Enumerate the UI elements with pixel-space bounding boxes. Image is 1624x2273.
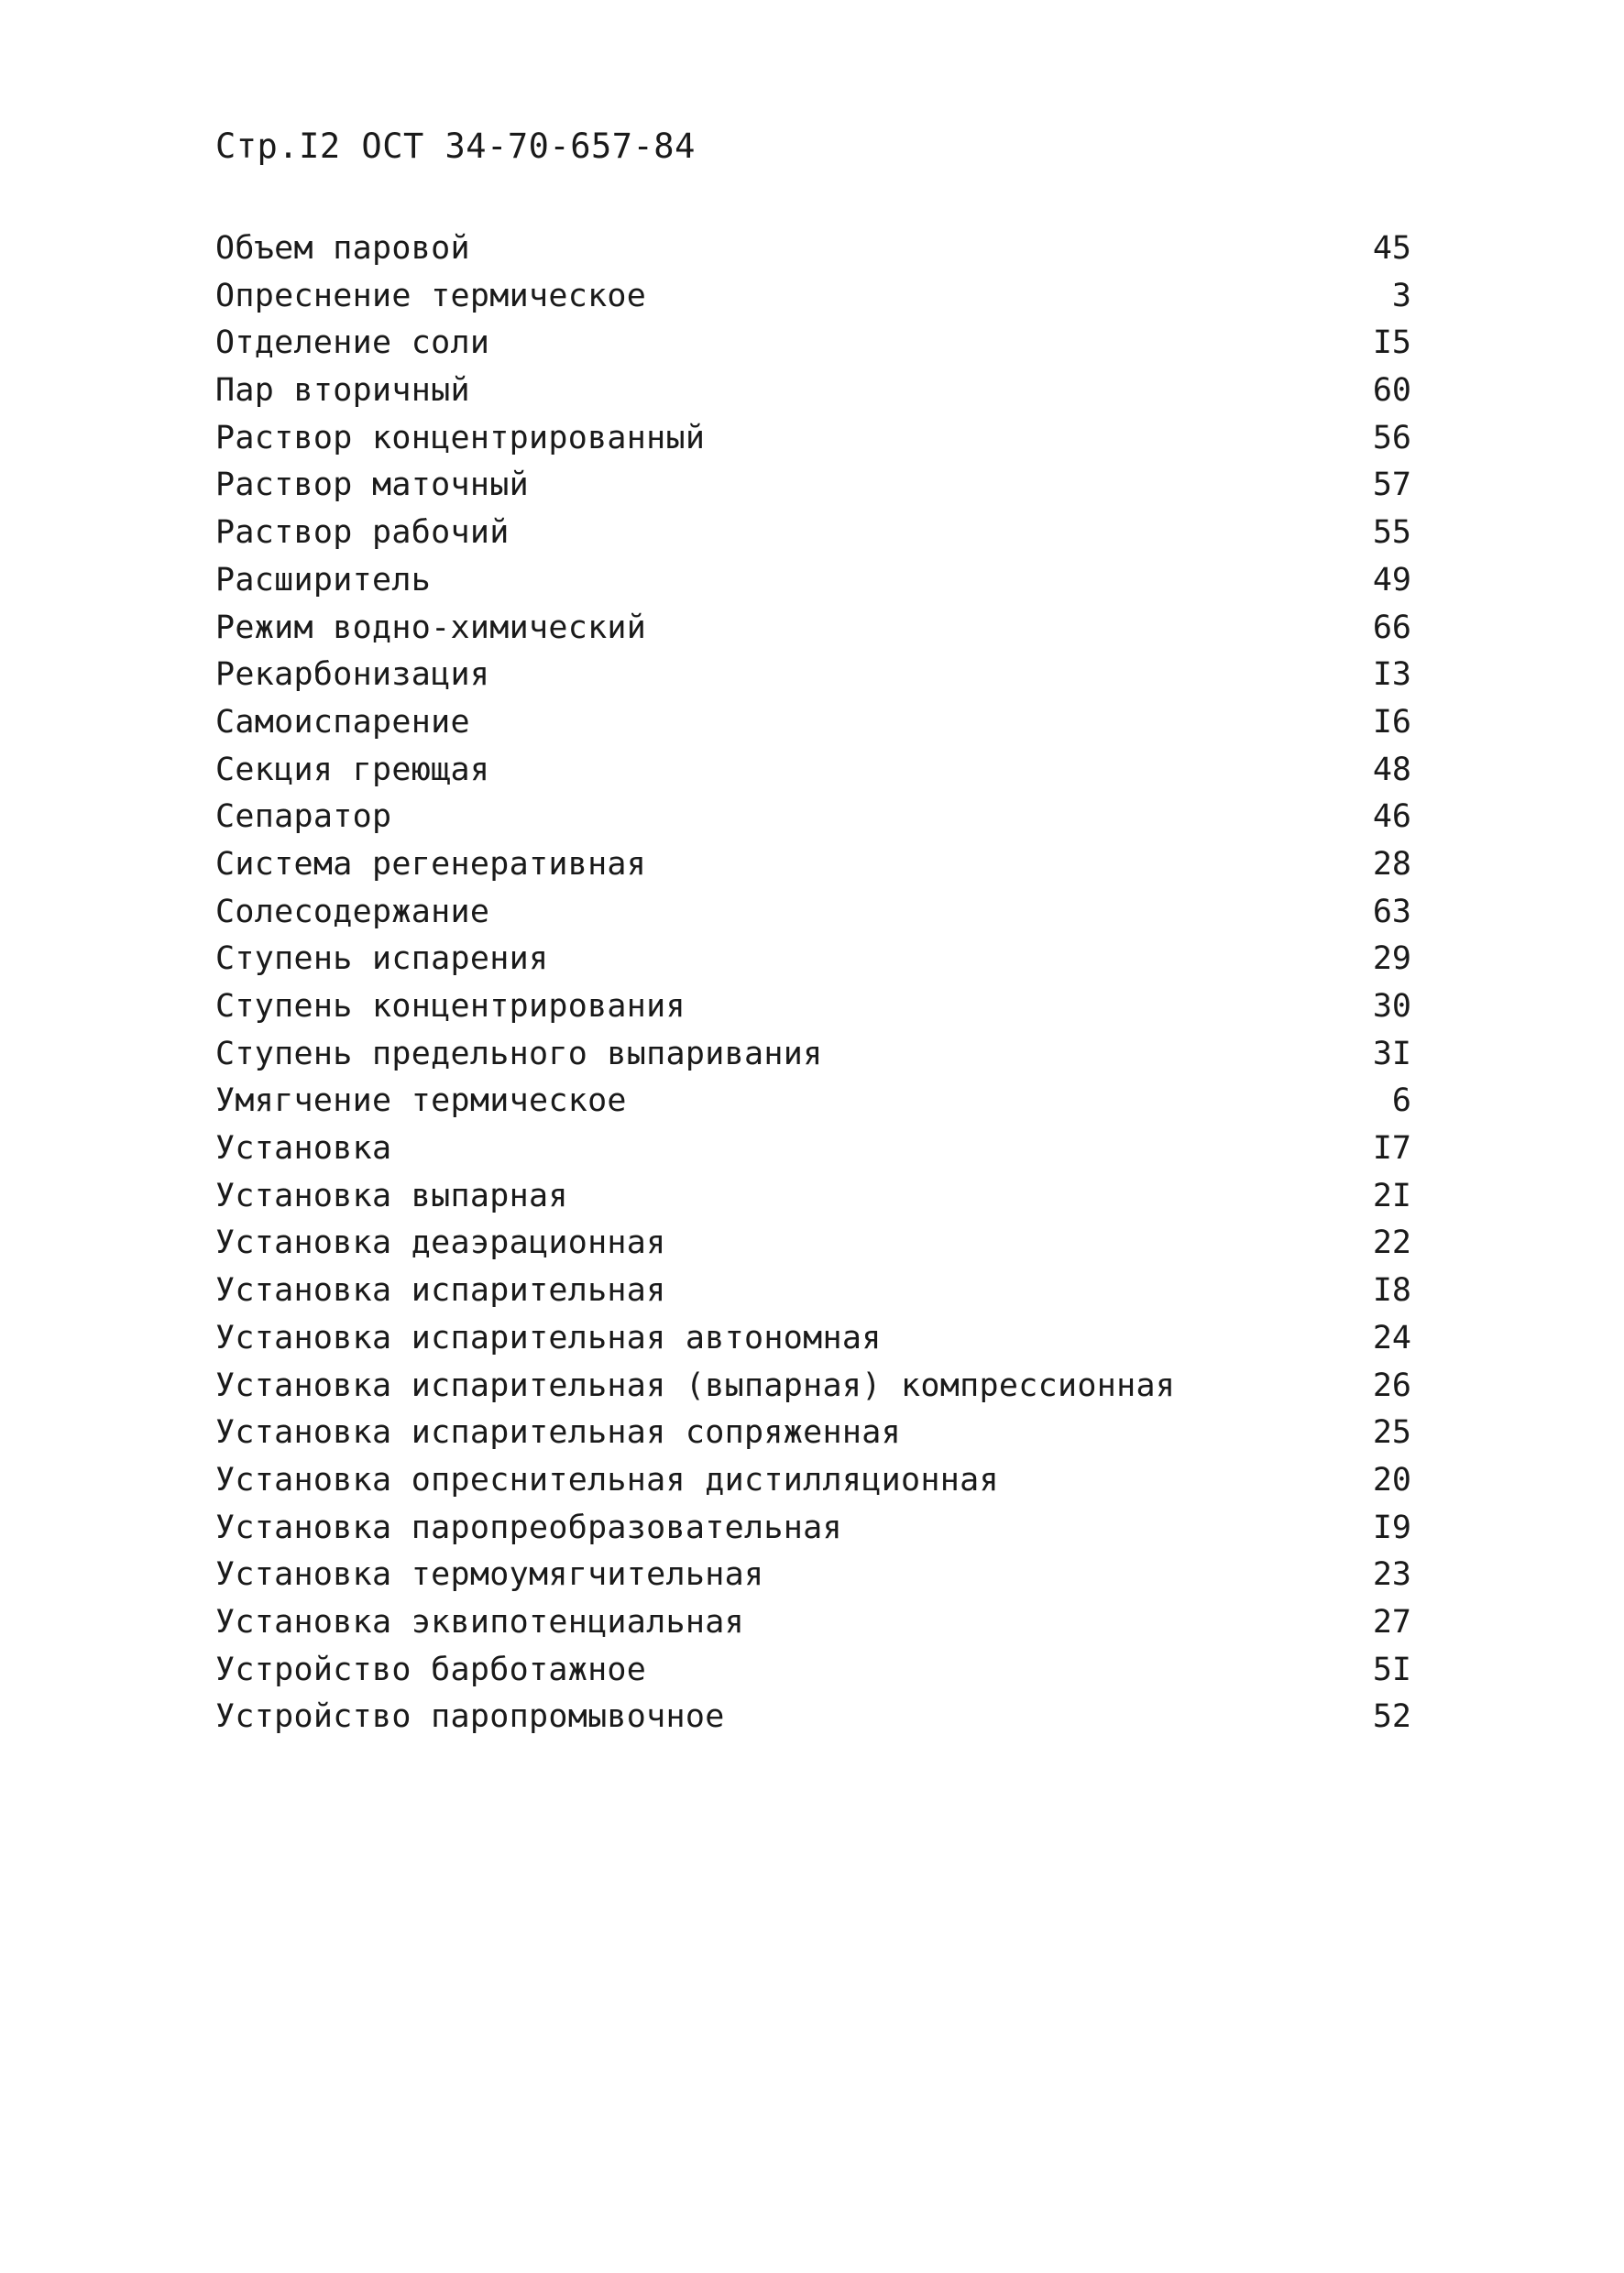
index-term: Установка опреснительная дистилляционная	[215, 1461, 999, 1499]
index-page-number: I5	[1372, 324, 1411, 362]
index-entry	[215, 368, 1411, 415]
index-entry	[215, 889, 1411, 937]
index-page-number: 3	[1391, 277, 1411, 314]
index-page-number: 25	[1372, 1414, 1411, 1452]
index-page-number: I6	[1372, 703, 1411, 741]
index-page-number: 29	[1372, 940, 1411, 978]
index-entry	[215, 1363, 1411, 1411]
index-page-number: 52	[1372, 1698, 1411, 1736]
index-term: Установка испарительная	[215, 1272, 666, 1310]
index-term: Установка деаэрационная	[215, 1224, 666, 1262]
index-term: Солесодержание	[215, 893, 490, 930]
index-page-number: 5I	[1372, 1651, 1411, 1688]
index-entry	[215, 983, 1411, 1031]
index-term: Раствор концентрированный	[215, 419, 706, 456]
index-term: Расширитель	[215, 561, 432, 598]
index-page-number: 28	[1372, 845, 1411, 883]
index-term: Рекарбонизация	[215, 656, 490, 694]
index-entry	[215, 699, 1411, 747]
index-term: Опреснение термическое	[215, 277, 647, 314]
index-term: Ступень предельного выпаривания	[215, 1035, 823, 1072]
index-term: Установка паропреобразовательная	[215, 1509, 842, 1546]
index-term: Система регенеративная	[215, 845, 647, 883]
index-page-number: 3I	[1372, 1035, 1411, 1072]
index-page-number: 6	[1391, 1082, 1411, 1120]
index-entry	[215, 225, 1411, 273]
index-page-number: 22	[1372, 1224, 1411, 1262]
index-entry	[215, 841, 1411, 889]
index-term: Устройство барботажное	[215, 1651, 647, 1688]
index-entry	[215, 1694, 1411, 1741]
index-page-number: I8	[1372, 1272, 1411, 1310]
index-term: Сепаратор	[215, 798, 392, 836]
index-page-number: 57	[1372, 467, 1411, 504]
index-page-number: 30	[1372, 988, 1411, 1025]
index-entry	[215, 320, 1411, 368]
index-entry	[215, 510, 1411, 557]
index-entry	[215, 652, 1411, 699]
index-entry	[215, 1078, 1411, 1126]
index-page-number: 60	[1372, 372, 1411, 410]
index-entry	[215, 1457, 1411, 1505]
index-term: Ступень концентрирования	[215, 988, 686, 1025]
index-term: Установка термоумягчительная	[215, 1556, 764, 1594]
index-page-number: I3	[1372, 656, 1411, 694]
index-entry	[215, 1220, 1411, 1268]
index-term: Установка выпарная	[215, 1177, 568, 1214]
index-entry	[215, 936, 1411, 983]
index-entry	[215, 415, 1411, 463]
index-page-number: 27	[1372, 1603, 1411, 1641]
index-term: Установка	[215, 1130, 392, 1168]
index-term: Ступень испарения	[215, 940, 549, 978]
index-term: Отделение соли	[215, 324, 490, 362]
index-term: Установка эквипотенциальная	[215, 1603, 745, 1641]
index-term: Установка испарительная автономная	[215, 1319, 882, 1356]
index-entry	[215, 1315, 1411, 1363]
index-entry	[215, 273, 1411, 321]
index-term: Секция греющая	[215, 751, 490, 788]
index-term: Раствор маточный	[215, 467, 529, 504]
index-entry	[215, 1268, 1411, 1315]
index-term: Объем паровой	[215, 230, 470, 267]
index-entry	[215, 1599, 1411, 1647]
index-page-number: 48	[1372, 751, 1411, 788]
index-entry	[215, 747, 1411, 795]
index-entry	[215, 1552, 1411, 1599]
index-entry	[215, 462, 1411, 510]
page-header: Стр.I2 ОСТ 34-70-657-84	[215, 126, 696, 166]
index-term: Режим водно-химический	[215, 609, 647, 646]
index-entry	[215, 1173, 1411, 1221]
index-page-number: I7	[1372, 1130, 1411, 1168]
index-term: Пар вторичный	[215, 372, 470, 410]
index-page-number: 55	[1372, 514, 1411, 552]
index-entry	[215, 1410, 1411, 1457]
index-entry	[215, 1126, 1411, 1173]
index-term: Умягчение термическое	[215, 1082, 627, 1120]
index-page-number: 49	[1372, 561, 1411, 598]
index-entry	[215, 794, 1411, 841]
index-page-number: 20	[1372, 1461, 1411, 1499]
index-term: Раствор рабочий	[215, 514, 510, 552]
index-page-number: 56	[1372, 419, 1411, 456]
index-term: Установка испарительная сопряженная	[215, 1414, 902, 1452]
index-term: Установка испарительная (выпарная) компрессионная	[215, 1367, 1176, 1404]
index-page-number: 46	[1372, 798, 1411, 836]
index-term: Самоиспарение	[215, 703, 470, 741]
index-entry	[215, 1505, 1411, 1553]
subject-index-list	[215, 225, 1411, 1741]
index-page-number: I9	[1372, 1509, 1411, 1546]
index-entry	[215, 605, 1411, 653]
index-entry	[215, 1031, 1411, 1079]
index-entry	[215, 1647, 1411, 1695]
index-page-number: 2I	[1372, 1177, 1411, 1214]
index-page-number: 23	[1372, 1556, 1411, 1594]
index-page-number: 24	[1372, 1319, 1411, 1356]
index-page-number: 45	[1372, 230, 1411, 267]
index-page-number: 26	[1372, 1367, 1411, 1404]
index-entry	[215, 557, 1411, 605]
index-page-number: 63	[1372, 893, 1411, 930]
index-term: Устройство паропромывочное	[215, 1698, 725, 1736]
index-page-number: 66	[1372, 609, 1411, 646]
